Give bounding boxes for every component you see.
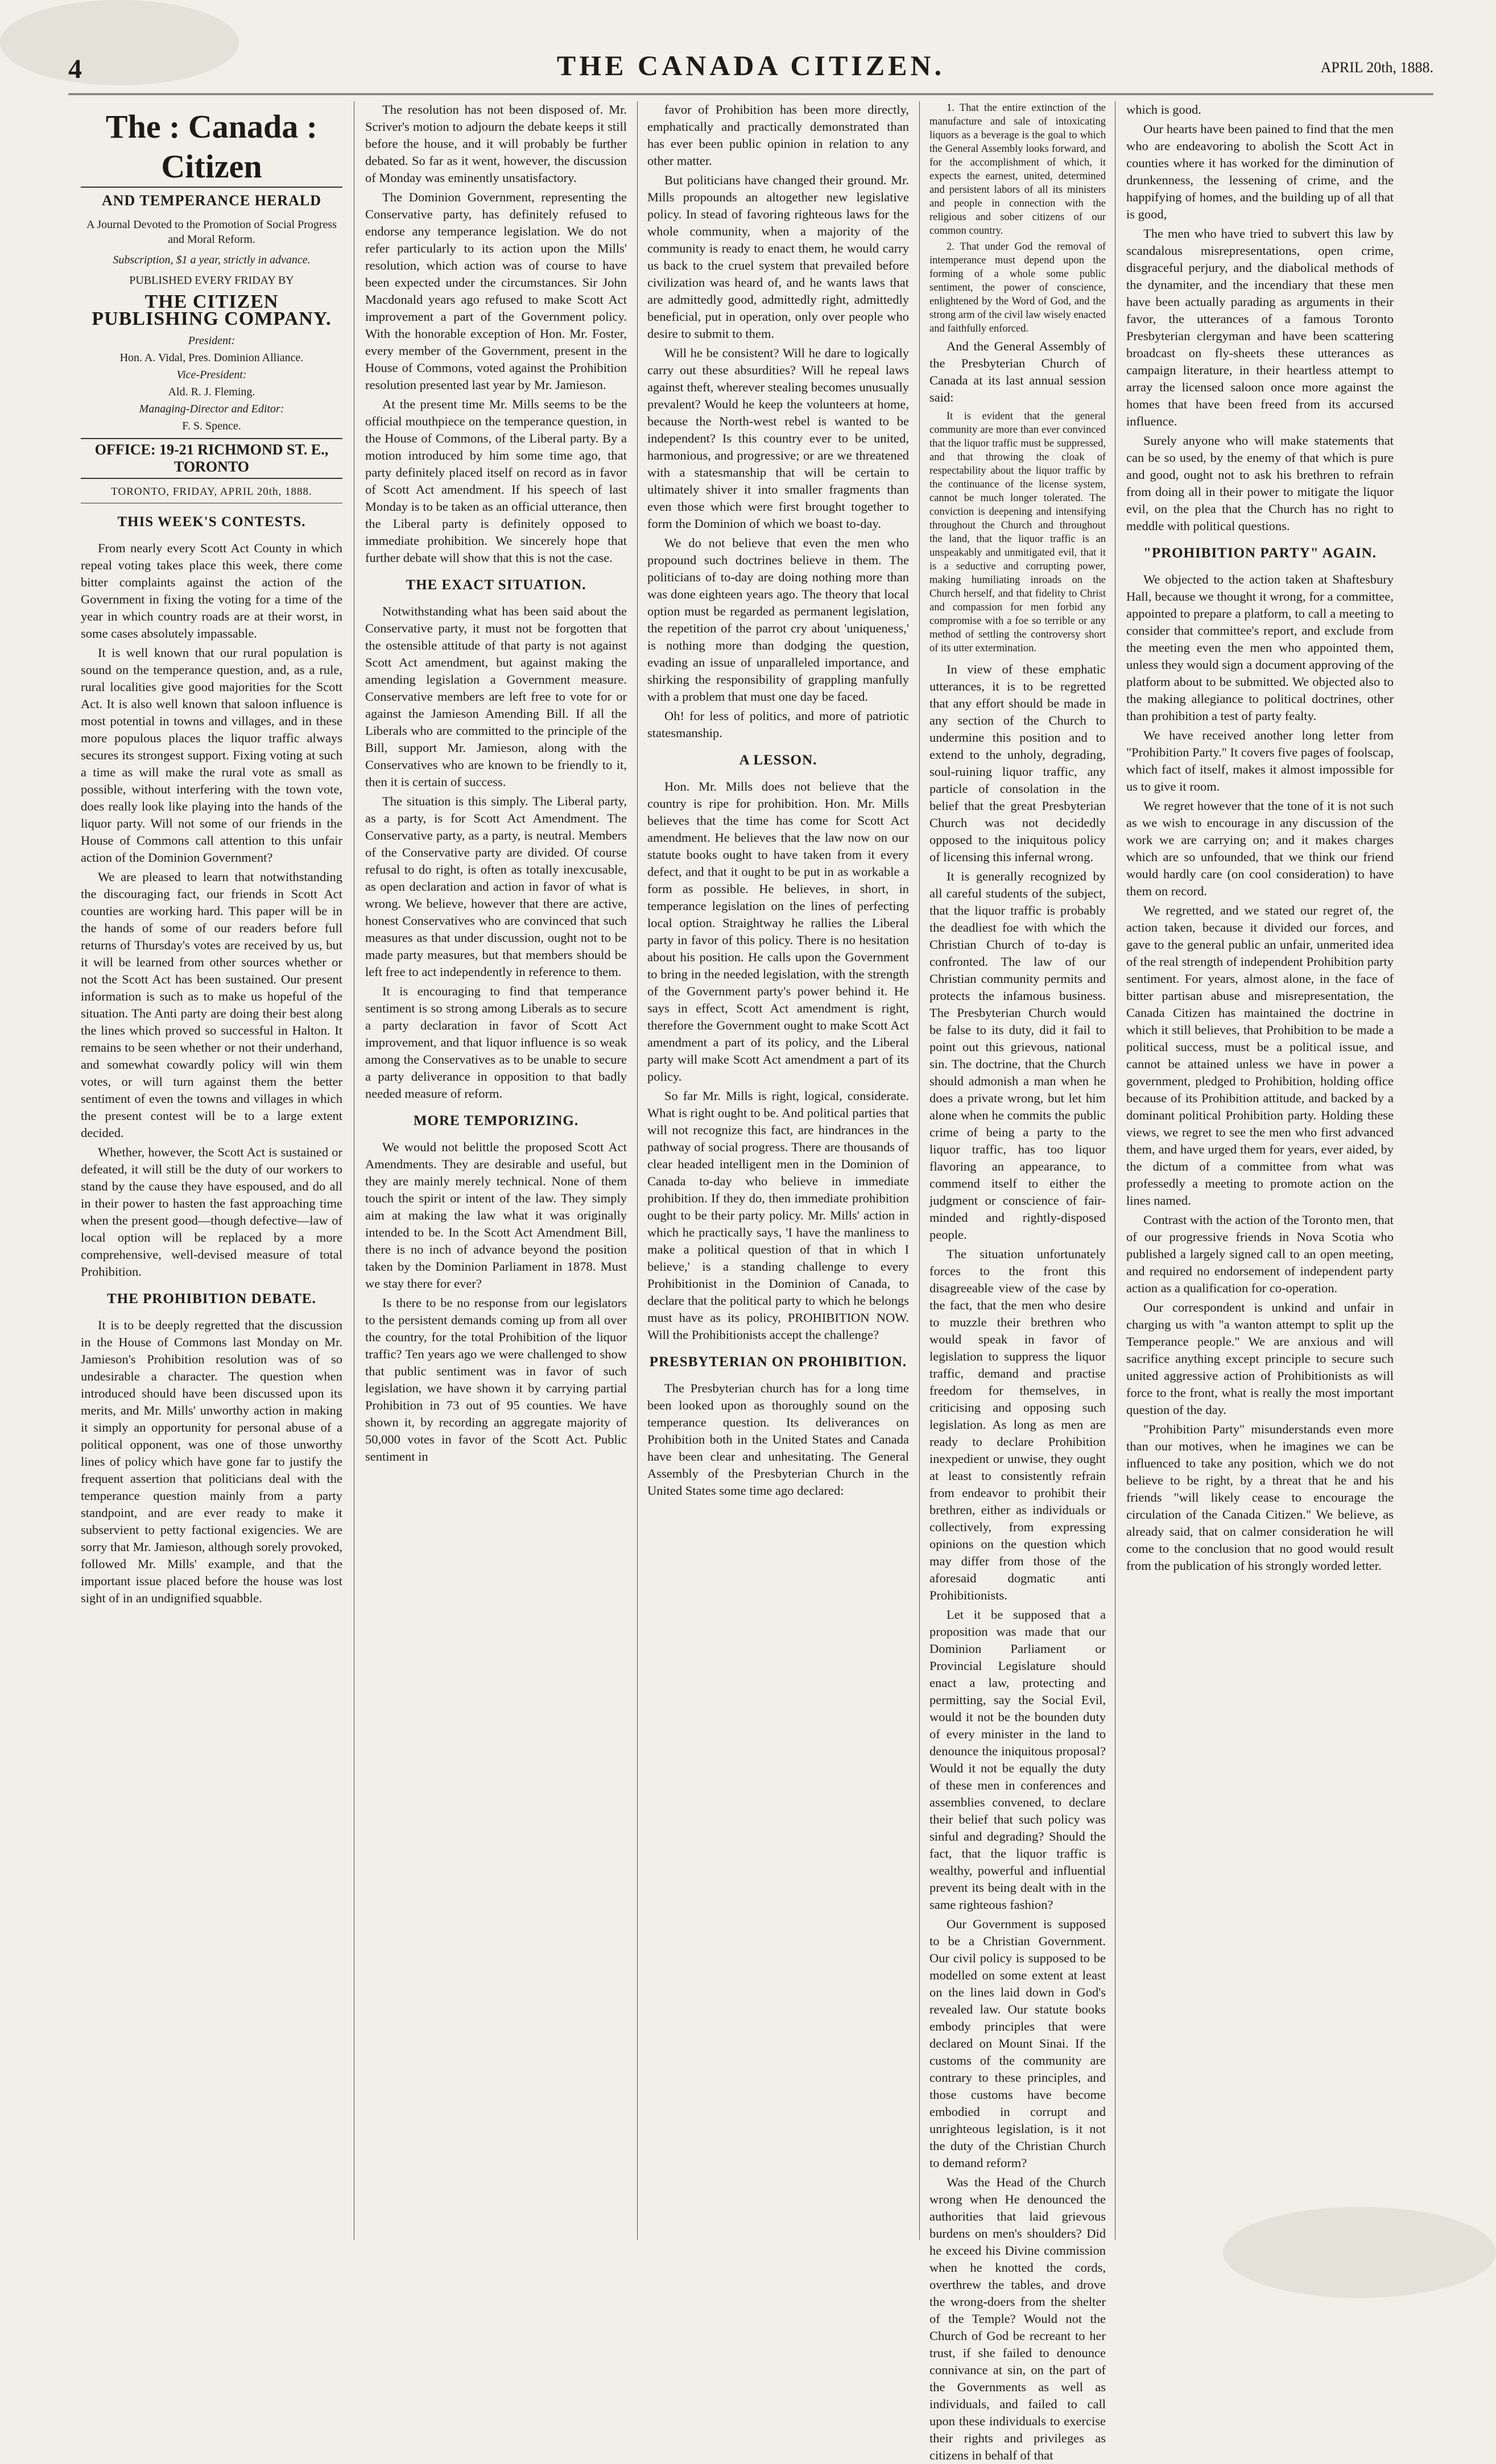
paragraph: From nearly every Scott Act County in which repeal voting takes place this week, there come bitter complaints against the action of the Government in fixing the voting for a time of the year in which country roads are at their worst, in some cases absolutely impassable. xyxy=(81,541,342,640)
paragraph: Is there to be no response from our legislators to the persistent demands coming up from all over the country, for the total Prohibition of the liquor traffic? Ten years ago we were challenged to show that public sentiment was in favor of such legislation, we have shown it by carrying partial Prohibition in 73 out of 95 counties. We have shown it, by recording an aggregate majority of 50,000 votes in favor of the Scott Act. Public sentiment in xyxy=(365,1296,627,1463)
quoted-resolution: 2. That under God the removal of intemperance must depend upon the forming of a whole some public sentiment, the power of conscience, enlightened by the Word of God, and the strong arm of the civil law wisely enacted and faithfully enforced. xyxy=(929,241,1106,334)
paragraph: Our Government is supposed to be a Christian Government. Our civil policy is supposed to be modelled on some extent at least on the lines laid down in God's revealed law. Our statute books embody principles that were declared on Mount Sinai. If the customs of the community are contrary to these principles, and those customs have become embodied in corrupt and unrighteous legislation, is it not the duty of the Christian Church to demand reform? xyxy=(929,1917,1106,2170)
paragraph: Was the Head of the Church wrong when He denounced the authorities that laid grievous burdens on men's shoulders? Did he exceed his Divine commission when he knotted the cords, overthrew the tables, and drove the wrong-doers from the shelter of the Temple? Would not the Church of God be recreant to her trust, if she failed to denounce connivance at sin, on the part of the Governments as well as individuals, and failed to call upon these individuals to exercise their rights and privileges as citizens in behalf of that xyxy=(929,2175,1106,2462)
masthead-title: The : Canada : Citizen xyxy=(81,107,342,188)
paragraph: which is good. xyxy=(1126,102,1201,117)
paragraph: The Dominion Government, representing the Conservative party, has definitely refused to endorse any temperance legislation. We do not refer particularly to its action upon the Mills' resolution, which action was of course to have been expected under the circumstances. Sir John Macdonald years ago refused to make Scott Act improvement a part of the Government policy. With the honorable exception of Hon. Mr. Foster, every member of the Government, present in the House of Commons, voted against the Prohibition resolution presented last year by Mr. Jamieson. xyxy=(365,190,627,392)
paragraph: In view of these emphatic utterances, it is to be regretted that any effort should be made in any section of the Church to undermine this position and to extend to the unholy, degrading, soul-ruining liquor traffic, any particle of consolation in the belief that the great Presbyterian Church was not decidedly opposed to the iniquitous policy of licensing this infernal wrong. xyxy=(929,662,1106,864)
masthead-subtitle: AND TEMPERANCE HERALD xyxy=(102,192,321,209)
paragraph: It is encouraging to find that temperance sentiment is so strong among Liberals as to secure a party declaration in favor of Scott Act improvement, and that liquor influence is so weak among the Conservatives as to be unable to secure a party deliverance in opposition to that badly needed measure of reform. xyxy=(365,984,627,1101)
paragraph: Will he be consistent? Will he dare to logically carry out these absurdities? Will he repeal laws against theft, wherever stealing becomes unusually prevalent? Would he keep the volunteers at home, because the North-west rebel is wanted to be independent? Is this country ever to be united, harmonious, and progressive; or are we threatened with a statesmanship that will be certain to ultimately shiver it into smaller fragments than even those which were first brought together to form the Dominion of which we boast to-day. xyxy=(647,346,909,531)
office-address: OFFICE: 19-21 RICHMOND ST. E., TORONTO xyxy=(81,438,342,479)
column-divider xyxy=(919,101,920,2240)
paragraph: At the present time Mr. Mills seems to be the official mouthpiece on the temperance question, in the House of Commons, of the Liberal party. By a motion introduced by him some time ago, that party definitely placed itself on record as in favor of Scott Act amendment. If his speech of last Monday is to be taken as an official utterance, then the Liberal party is definitely opposed to immediate prohibition. We sincerely hope that further debate will show that this is not the case. xyxy=(365,397,627,565)
paragraph: We regret however that the tone of it is not such as we wish to encourage in any discussion of the work we are carrying on; and it makes charges which are so unfounded, that we think our friend would hardly care (on cool consideration) to have them on record. xyxy=(1126,799,1394,898)
president-label: President: xyxy=(188,334,235,347)
heading-a-lesson: A LESSON. xyxy=(739,753,817,768)
paragraph: But politicians have changed their ground. Mr. Mills propounds an altogether new legislative policy. In stead of favoring righteous laws for the whole community, when a majority of the community is ready to enact them, he would carry us back to the cruel system that prevailed before civilization was heard of, and he wants laws that are admittedly good, admittedly right, admittedly beneficial, put in operation, only over people who desire to submit to them. xyxy=(647,173,909,341)
editor-name: F. S. Spence. xyxy=(182,420,241,432)
heading-more-temporizing: MORE TEMPORIZING. xyxy=(413,1113,579,1128)
paragraph: The situation unfortunately forces to the front this disagreeable view of the case by the fact, that the men who desire to muzzle their brethren who would speak in favor of legislation to suppress the liquor traffic, demand and practise freedom for themselves, in criticising and opposing such legislation. As long as men are ready to declare Prohibition inexpedient or unwise, they ought at least to consistently refrain from endeavor to prohibit their brethren, either as individuals or collectively, from expressing opinions on the question which may differ from those of the aforesaid dogmatic anti Prohibitionists. xyxy=(929,1247,1106,1602)
paragraph: We do not believe that even the men who propound such doctrines believe in them. The politicians of to-day are doing nothing more than was done eighteen years ago. The theory that local option must be regarded as permanent legislation, the repetition of the parrot cry about 'uniqueness,' is nothing more than dodging the question, evading an issue of unparalleled importance, and shirking the responsibility of grappling manfully with a problem that must one day be faced. xyxy=(647,536,909,704)
paragraph: We are pleased to learn that notwithstanding the discouraging fact, our friends in Scott Act counties are working hard. This paper will be in the hands of some of our readers before full returns of Thursday's votes are received by us, but it will be learned from other sources whether or not the Scott Act has been sustained. Our present information is such as to make us hopeful of the situation. The Anti party are doing their best along the lines which proved so successful in Halton. It remains to be seen whether or not their underhand, and somewhat cowardly policy will win them votes, or will turn against them the better sentiment of even the towns and villages in which the present contest will be to a large extent decided. xyxy=(81,870,342,1140)
page-number: 4 xyxy=(68,54,82,84)
paragraph: We have received another long letter from "Prohibition Party." It covers five pages of foolscap, which fact of itself, makes it almost impossible for us to give it room. xyxy=(1126,728,1394,793)
heading-exact-situation: THE EXACT SITUATION. xyxy=(406,577,586,593)
heading-this-weeks-contests: THIS WEEK'S CONTESTS. xyxy=(117,514,306,530)
paragraph: And the General Assembly of the Presbyterian Church of Canada at its last annual session said: xyxy=(929,339,1106,404)
quoted-resolution: 1. That the entire extinction of the manufacture and sale of intoxicating liquors as a beverage is the goal to which the General Assembly looks forward, and for the accomplishment of which, it expects the earnest, united, determined and persistent labors of all its ministers and people in connection with the religious and sober citizens of our common country. xyxy=(929,102,1106,237)
paragraph: Notwithstanding what has been said about the Conservative party, it must not be forgotten that the ostensible attitude of that party is not against Scott Act amendment, but against making the amending legislation a Government measure. Conservative members are left free to vote for or against the Jamieson Amending Bill. If all the Liberals who are committed to the principle of the Bill, support Mr. Jamieson, along with the Conservatives who are known to be friendly to it, then it is certain of success. xyxy=(365,604,627,789)
column-5 xyxy=(1126,101,1394,2240)
paragraph: We regretted, and we stated our regret of, the action taken, because it divided our forces, and gave to the general public an unfair, unmerited idea of the real strength of independent Prohibition party sentiment. For years, almost alone, in the face of bitter partisan abuse and misrepresentation, the Canada Citizen has maintained the doctrine in which it still believes, that Prohibition to be made a political success, must be a political issue, and cannot be attained unless we have in power a government, pledged to Prohibition, holding office because of its Prohibition attitude, and backed by a dominant political Prohibition party. Holding these views, we regret to see the men who first advanced them, and have urged them for years, ever aided, by the dictum of a committee from what was professedly a meeting to promote action on the lines named. xyxy=(1126,903,1394,1208)
heading-presbyterian-on-prohibition: PRESBYTERIAN ON PROHIBITION. xyxy=(649,1354,907,1370)
paragraph: The men who have tried to subvert this law by scandalous misrepresentations, open crime, disgraceful perjury, and the diabolical methods of the dynamiter, and the incendiary that these men have been actually parading as arguments in their favor, the utterances of a famous Toronto Presbyterian clergyman and have been scattering broadcast on fly-sheets these utterances as campaign literature, in their heartless attempt to array the licensed saloon once more against the homes that have been freed from its accursed influence. xyxy=(1126,226,1394,428)
paragraph: "Prohibition Party" misunderstands even more than our motives, when he imagines we can be influenced to take any position, which we do not believe to be right, by a threat that he and his friends "will likely cease to encourage the circulation of the Canada Citizen." We believe, as already said, that on calmer consideration he will come to the conclusion that no good would result from the publication of his strongly worded letter. xyxy=(1126,1422,1394,1573)
paragraph: The resolution has not been disposed of. Mr. Scriver's motion to adjourn the debate keeps it still before the house, and it will probably be further debated. So far as it went, however, the discussion of Monday was eminently unsatisfactory. xyxy=(365,102,627,185)
published-by: PUBLISHED EVERY FRIDAY BY xyxy=(129,274,294,287)
column-divider xyxy=(637,101,638,2240)
paragraph: Oh! for less of politics, and more of patriotic statesmanship. xyxy=(647,709,909,740)
column-2 xyxy=(365,101,627,2240)
masthead-tagline: A Journal Devoted to the Promotion of Social Progress and Moral Reform. xyxy=(86,218,337,246)
paragraph: Whether, however, the Scott Act is sustained or defeated, it will still be the duty of our workers to stand by the cause they have espoused, and do all in their power to hasten the fast approaching time when the present good—though defective—law of local option will be replaced by a more comprehensive, well-devised measure of total Prohibition. xyxy=(81,1145,342,1279)
quoted-resolution: It is evident that the general community are more than ever convinced that the liquor traffic must be suppressed, and that throwing the cloak of respectability about the liquor traffic by the continuance of the license system, cannot be much longer tolerated. The conviction is deepening and intensifying throughout the Church and throughout the land, that the liquor traffic is an unspeakably and unmitigated evil, that it is a seductive and corrupting power, making humiliating inroads on the Church herself, and that fidelity to Christ and compassion for men forbid any compromise with a foe so terrible or any method of settling the controversy short of its utter extermination. xyxy=(929,411,1106,654)
paragraph: Surely anyone who will make statements that can be so used, by the enemy of that which is pure and good, ought not to ask his brethren to refrain from doing all in their power to mitigate the liquor evil, on the plea that the Church has no right to meddle with political questions. xyxy=(1126,433,1394,533)
president-name: Hon. A. Vidal, Pres. Dominion Alliance. xyxy=(119,352,304,364)
column-1 xyxy=(81,101,342,2240)
paragraph: Let it be supposed that a proposition was made that our Dominion Parliament or Provincial Legislature should enact a law, protecting and permitting, say the Social Evil, would it not be the bounden duty of every minister in the land to denounce the iniquitous proposal? Would it not be equally the duty of these men in conferences and assemblies convened, to declare their belief that such policy was sinful and degrading? Should the fact, that the liquor traffic is wealthy, powerful and influential prevent its being dealt with in the same righteous fashion? xyxy=(929,1607,1106,1912)
paragraph: Contrast with the action of the Toronto men, that of our progressive friends in Nova Scotia who published a largely signed call to an open meeting, and required no endorsement of independent party action as a qualification for co-operation. xyxy=(1126,1213,1394,1295)
paragraph: It is to be deeply regretted that the discussion in the House of Commons last Monday on Mr. Jamieson's Prohibition resolution was of so undesirable a character. The question when introduced should have been discussed upon its merits, and Mr. Mills' unworthy action in making it simply an opportunity for personal abuse of a political opponent, was one of those unworthy lines of policy which have gone far to justify the frequent assertion that politicians deal with the temperance question mainly from a party standpoint, and are ever ready to make it subservient to petty factional exigencies. We are sorry that Mr. Jamieson, although sorely provoked, followed Mr. Mills' example, and that the important issue placed before the house was lost sight of in an undignified squabble. xyxy=(81,1318,342,1605)
column-3 xyxy=(647,101,909,2240)
column-4 xyxy=(929,101,1106,2462)
paragraph: Hon. Mr. Mills does not believe that the country is ripe for prohibition. Hon. Mr. Mills believes that the time has come for Scott Act amendment. He believes that the law now on our statute books ought to have taken from it every defect, and that it ought to be put in as workable a form as possible. He believes, in short, in temperance legislation on the lines of perfecting local option. Straightway he rallies the Liberal party in favor of this policy. There is no hesitation about his position. He calls upon the Government to bring in the needed legislation, with the strength of the Government party's power behind it. He says in effect, Scott Act amendment is right, therefore the Government ought to make Scott Act amendment a part of its policy, and the Liberal party will make Scott Act amendment a part of its policy. xyxy=(647,779,909,1084)
heading-prohibition-party-again: "PROHIBITION PARTY" AGAIN. xyxy=(1143,545,1377,561)
paper-title: THE CANADA CITIZEN. xyxy=(556,49,945,81)
paragraph: Our hearts have been pained to find that the men who are endeavoring to abolish the Scott Act in counties where it has worked for the diminution of drunkenness, the lessening of crime, and the happifying of homes, and the building up of all that is good, xyxy=(1126,122,1394,221)
paragraph: We objected to the action taken at Shaftesbury Hall, because we thought it wrong, for a committee, appointed to prepare a platform, to call a meeting to consider that committee's report, and exclude from the meeting even the men who appointed them, unless they would sign a document approving of the platform about to be submitted. We objected also to the making allegiance to political doctrines, other than prohibition a test of party fealty. xyxy=(1126,572,1394,723)
editor-label: Managing-Director and Editor: xyxy=(139,403,284,415)
page-header xyxy=(68,44,1433,95)
paragraph: So far Mr. Mills is right, logical, considerate. What is right ought to be. And political parties that will not recognize this fact, are hindrances in the pathway of social progress. There are thousands of clear headed intelligent men in the Dominion of Canada to-day who believe in immediate prohibition. If they do, then immediate prohibition ought to be their party policy. Mr. Mills' action in which he practically says, 'I have the manliness to make a political question of that in which I believe,' is a standing challenge to every Prohibitionist in the Dominion of Canada, to declare that the political party to which he belongs must have as its policy, PROHIBITION NOW. Will the Prohibitionists accept the challenge? xyxy=(647,1089,909,1342)
publishing-company: THE CITIZEN PUBLISHING COMPANY. xyxy=(92,291,332,329)
paragraph: It is generally recognized by all careful students of the subject, that the liquor traffic is probably the deadliest foe with which the Christian Church of to-day is confronted. The law of our Christian community permits and protects the infamous business. The Presbyterian Church would be false to its duty, did it fail to point out this grievous, national sin. The doctrine, that the Church should admonish a man when he does a private wrong, but let him alone when he commits the public crime of being a party to the liquor traffic, has too liquor flavoring an appearance, to commend itself to either the judgment or conscience of fair-minded and rightly-disposed people. xyxy=(929,869,1106,1242)
masthead-dateline: TORONTO, FRIDAY, APRIL 20th, 1888. xyxy=(81,483,342,503)
paragraph: It is well known that our rural population is sound on the temperance question, and, as a rule, rural localities give good majorities for the Scott Act. It is also well known that saloon influence is most potential in towns and villages, and in these more populous places the liquor traffic always secures its strongest support. Fixing voting at such a time as will make the rural vote as small as possible, without interfering with the town vote, does really look like playing into the hands of the liquor party. Will not some of our friends in the House of Commons call attention to this unfair action of the Dominion Government? xyxy=(81,646,342,865)
vp-name: Ald. R. J. Fleming. xyxy=(168,386,255,398)
paragraph: We would not belittle the proposed Scott Act Amendments. They are desirable and useful, but they are mainly merely technical. None of them touch the spirit or intent of the law. They simply aim at making the law what it was originally intended to be. In the Scott Act Amendment Bill, there is no inch of advance beyond the position taken by the Dominion Parliament in 1878. Must we stay there for ever? xyxy=(365,1140,627,1291)
paragraph: The Presbyterian church has for a long time been looked upon as thoroughly sound on the temperance question. Its deliverances on Prohibition both in the United States and Canada have been clear and unhesitating. The General Assembly of the Presbyterian Church in the United States some time ago declared: xyxy=(647,1381,909,1498)
subscription-note: Subscription, $1 a year, strictly in advance. xyxy=(113,254,311,266)
vp-label: Vice-President: xyxy=(176,369,247,381)
header-date: APRIL 20th, 1888. xyxy=(1320,59,1433,76)
paragraph: The situation is this simply. The Liberal party, as a party, is for Scott Act Amendment. The Conservative party, as a party, is neutral. Members of the Conservative party are divided. Of course refusal to do right, is often as totally inexcusable, as open declaration and action in favor of what is wrong. We believe, however that there are active, honest Conservatives who are convinced that such measures as that under discussion, ought not to be made party measures, but that members should be left free to act independently in reference to them. xyxy=(365,794,627,979)
paragraph: favor of Prohibition has been more directly, emphatically and practically demonstrated than has ever been public opinion in relation to any other matter. xyxy=(647,102,909,168)
heading-prohibition-debate: THE PROHIBITION DEBATE. xyxy=(107,1291,316,1307)
paragraph: Our correspondent is unkind and unfair in charging us with "a wanton attempt to split up the Temperance people." We are anxious and will sacrifice anything except principle to secure such united aggressive action of Prohibitionists as will force to the front, what is really the most important question of the day. xyxy=(1126,1300,1394,1417)
